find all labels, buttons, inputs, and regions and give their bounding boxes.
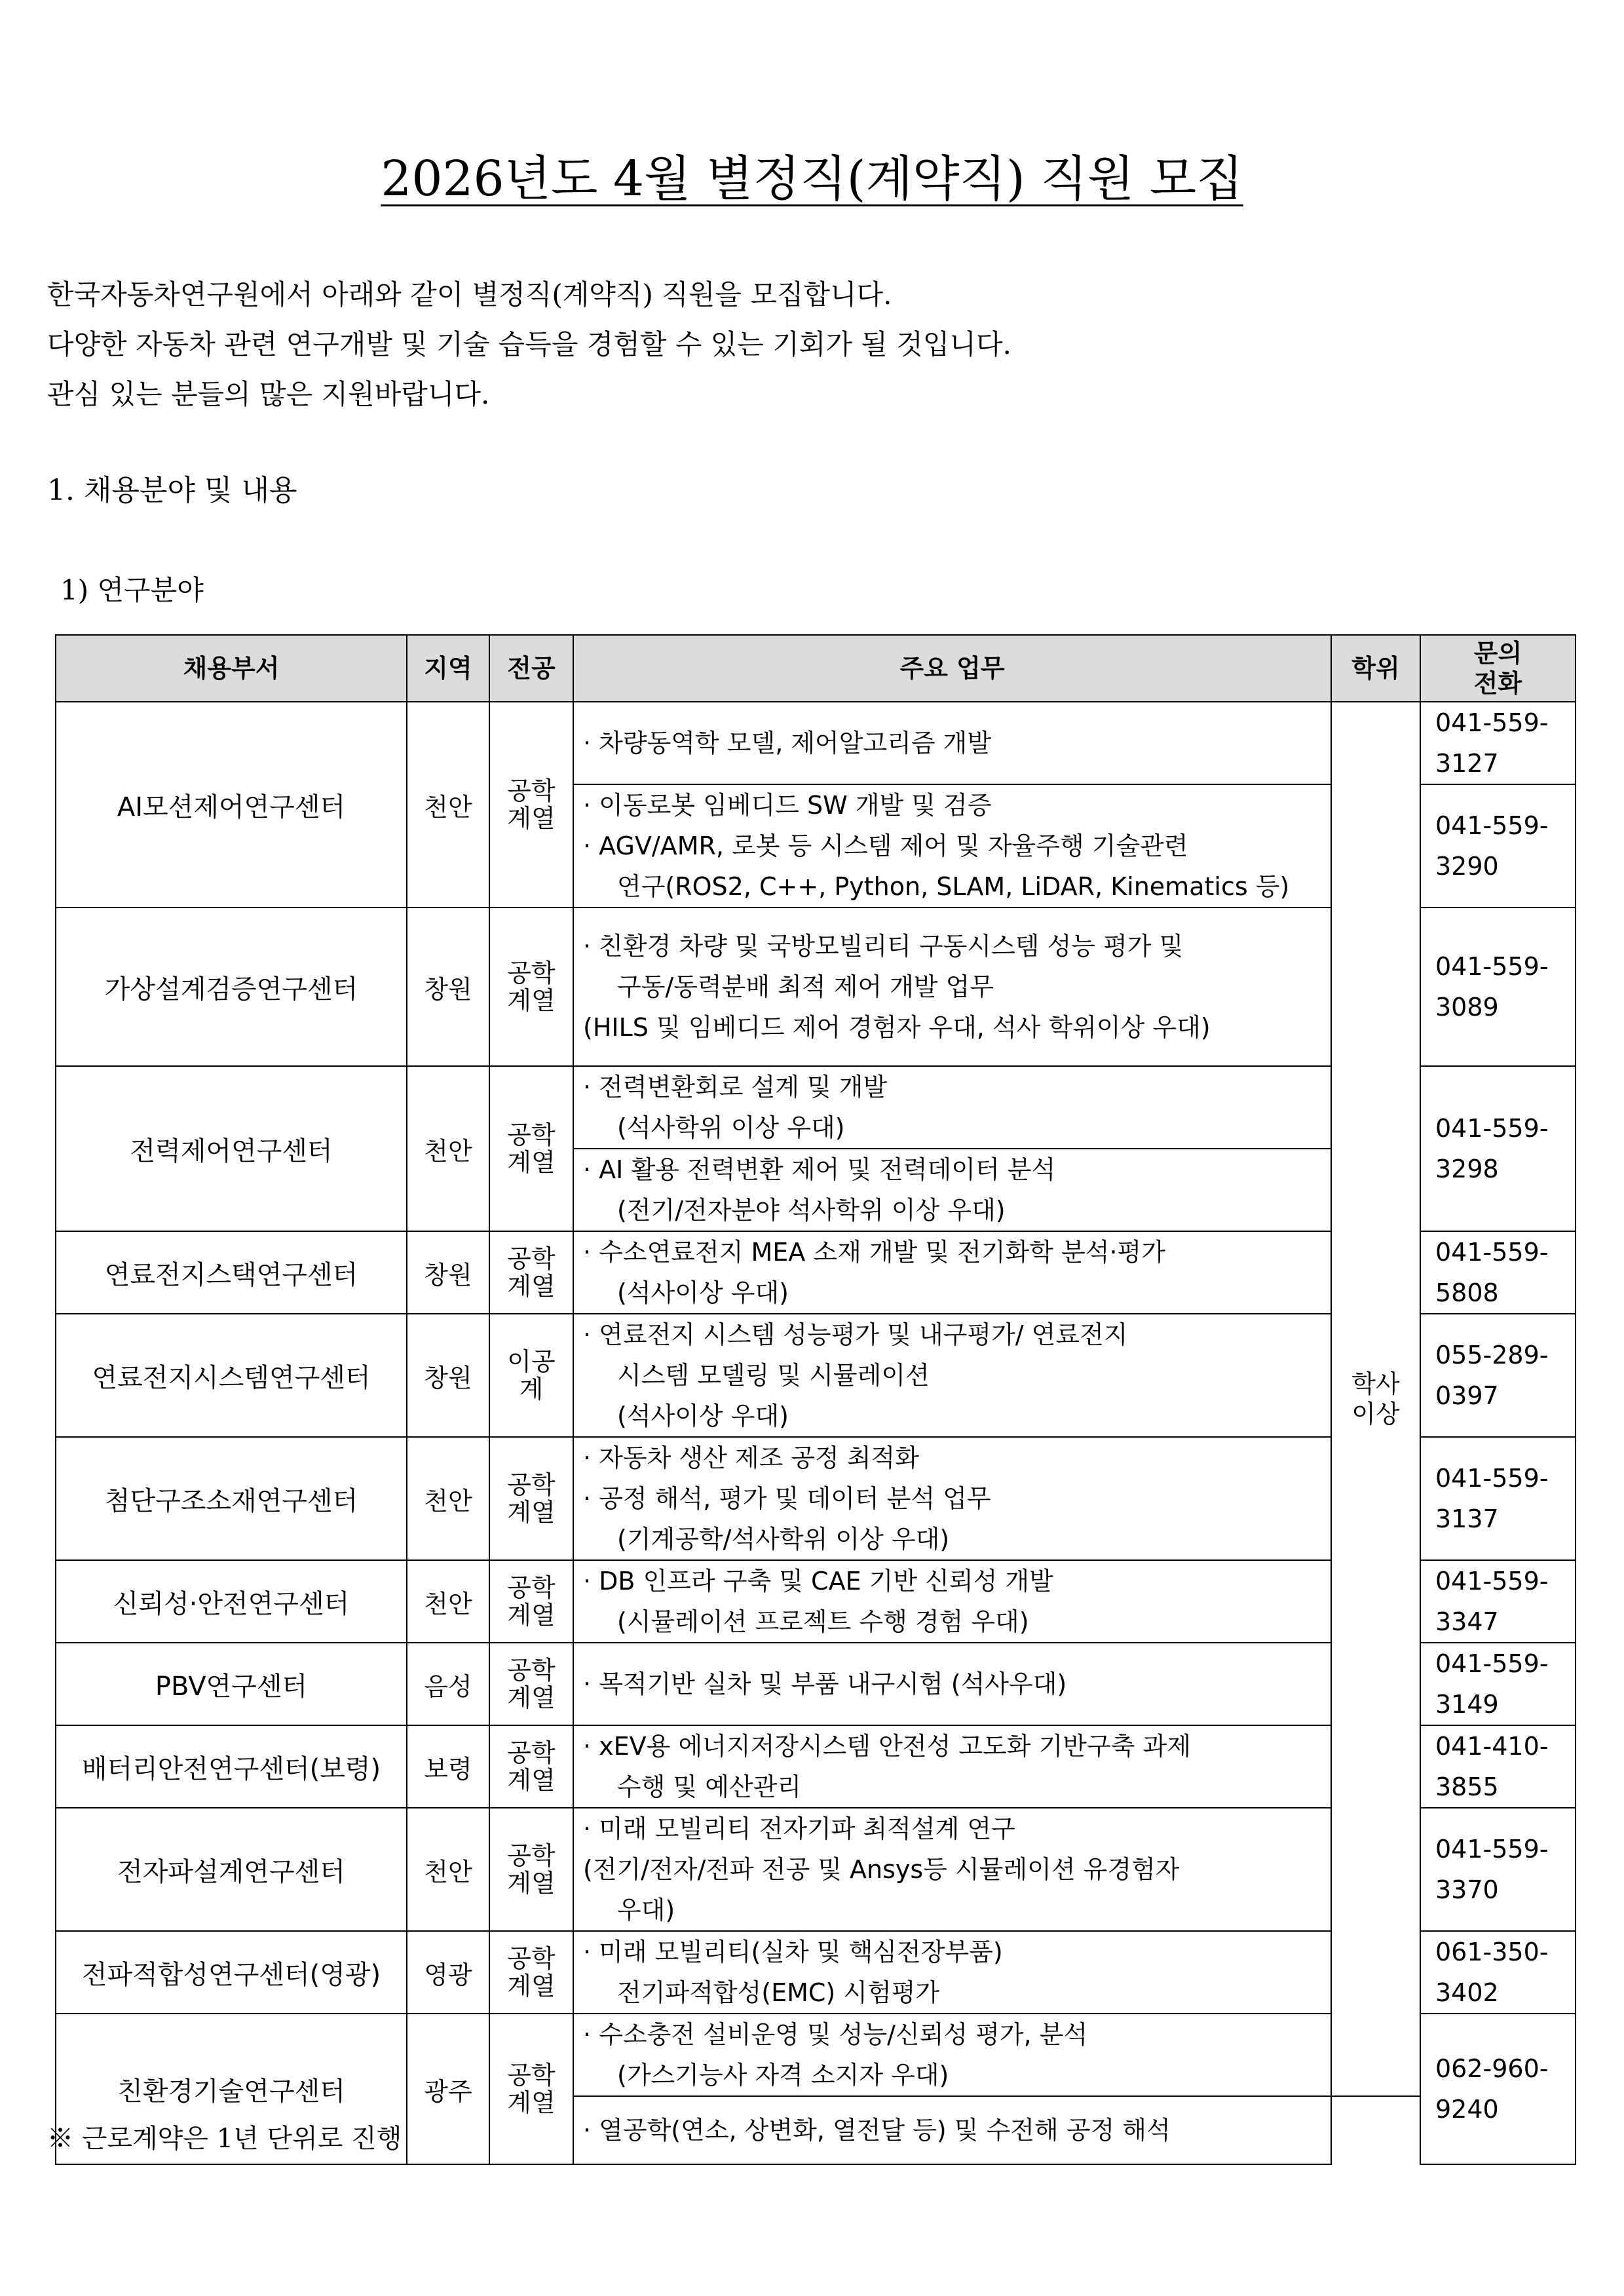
major-cell: 공학 계열 bbox=[489, 2014, 573, 2164]
major-cell: 공학 계열 bbox=[489, 1560, 573, 1643]
duty-cell: · 열공학(연소, 상변화, 열전달 등) 및 수전해 공정 해석 bbox=[573, 2096, 1331, 2164]
region-cell: 천안 bbox=[407, 1066, 489, 1231]
phone-cell: 041-559- 3137 bbox=[1420, 1437, 1576, 1560]
dept-cell: 친환경기술연구센터 bbox=[56, 2014, 407, 2164]
major-cell: 공학 계열 bbox=[489, 1231, 573, 1314]
region-cell: 천안 bbox=[407, 1560, 489, 1643]
table-header-row bbox=[56, 635, 1576, 702]
duty-cell: · 이동로봇 임베디드 SW 개발 및 검증 · AGV/AMR, 로봇 등 시스템 제어 및 자율주행 기술관련 연구(ROS2, C++, Python, SLAM, LiDAR, Kinematics 등) bbox=[573, 784, 1331, 908]
footnote: ※ 근로계약은 1년 단위로 진행 bbox=[47, 2124, 402, 2154]
major-cell: 공학 계열 bbox=[489, 908, 573, 1066]
dept-cell: 연료전지시스템연구센터 bbox=[56, 1314, 407, 1437]
duty-cell: · 목적기반 실차 및 부품 내구시험 (석사우대) bbox=[573, 1643, 1331, 1725]
dept-cell: 전력제어연구센터 bbox=[56, 1066, 407, 1231]
major-cell: 공학 계열 bbox=[489, 1066, 573, 1231]
major-cell: 공학 계열 bbox=[489, 1437, 573, 1560]
recruitment-table bbox=[55, 634, 1576, 2165]
dept-cell: AI모션제어연구센터 bbox=[56, 702, 407, 908]
duty-cell: · 수소연료전지 MEA 소재 개발 및 전기화학 분석·평가 (석사이상 우대) bbox=[573, 1231, 1331, 1314]
header-dept: 채용부서 bbox=[56, 635, 407, 702]
region-cell: 광주 bbox=[407, 2014, 489, 2164]
phone-cell: 041-559- 3370 bbox=[1420, 1808, 1576, 1931]
duty-cell: · DB 인프라 구축 및 CAE 기반 신뢰성 개발 (시뮬레이션 프로젝트 수행 경험 우대) bbox=[573, 1560, 1331, 1643]
region-cell: 천안 bbox=[407, 1437, 489, 1560]
dept-cell: 전자파설계연구센터 bbox=[56, 1808, 407, 1931]
degree-cell: 학사 이상 bbox=[1331, 702, 1420, 2096]
intro-line: 다양한 자동차 관련 연구개발 및 기술 습득을 경험할 수 있는 기회가 될 것입니다. bbox=[47, 328, 1011, 360]
duty-cell: · xEV용 에너지저장시스템 안전성 고도화 기반구축 과제 수행 및 예산관리 bbox=[573, 1725, 1331, 1808]
phone-cell: 041-559- 5808 bbox=[1420, 1231, 1576, 1314]
dept-cell: 전파적합성연구센터(영광) bbox=[56, 1931, 407, 2014]
phone-cell: 041-559- 3149 bbox=[1420, 1643, 1576, 1725]
region-cell: 창원 bbox=[407, 1231, 489, 1314]
intro-line: 한국자동차연구원에서 아래와 같이 별정직(계약직) 직원을 모집합니다. bbox=[47, 278, 892, 311]
phone-cell: 041-559- 3347 bbox=[1420, 1560, 1576, 1643]
dept-cell: 배터리안전연구센터(보령) bbox=[56, 1725, 407, 1808]
duty-cell: · AI 활용 전력변환 제어 및 전력데이터 분석 (전기/전자분야 석사학위 이상 우대) bbox=[573, 1149, 1331, 1231]
region-cell: 천안 bbox=[407, 1808, 489, 1931]
dept-cell: 연료전지스택연구센터 bbox=[56, 1231, 407, 1314]
duty-cell: · 연료전지 시스템 성능평가 및 내구평가/ 연료전지 시스템 모델링 및 시뮬레이션 (석사이상 우대) bbox=[573, 1314, 1331, 1437]
header-duty: 주요 업무 bbox=[573, 635, 1331, 702]
section-heading: 1. 채용분야 및 내용 bbox=[47, 474, 297, 507]
duty-cell: · 미래 모빌리티(실차 및 핵심전장부품) 전기파적합성(EMC) 시험평가 bbox=[573, 1931, 1331, 2014]
dept-cell: 첨단구조소재연구센터 bbox=[56, 1437, 407, 1560]
region-cell: 영광 bbox=[407, 1931, 489, 2014]
dept-cell: 신뢰성·안전연구센터 bbox=[56, 1560, 407, 1643]
header-region: 지역 bbox=[407, 635, 489, 702]
major-cell: 공학 계열 bbox=[489, 702, 573, 908]
header-degree: 학위 bbox=[1331, 635, 1420, 702]
duty-cell: · 미래 모빌리티 전자기파 최적설계 연구 (전기/전자/전파 전공 및 Ansys등 시뮬레이션 유경험자 우대) bbox=[573, 1808, 1331, 1931]
duty-cell: · 수소충전 설비운영 및 성능/신뢰성 평가, 분석 (가스기능사 자격 소지자 우대) bbox=[573, 2014, 1331, 2096]
phone-cell: 041-559- 3089 bbox=[1420, 908, 1576, 1066]
phone-cell: 061-350- 3402 bbox=[1420, 1931, 1576, 2014]
duty-cell: · 차량동역학 모델, 제어알고리즘 개발 bbox=[573, 702, 1331, 784]
phone-cell: 041-559- 3127 bbox=[1420, 702, 1576, 784]
major-cell: 이공 계 bbox=[489, 1314, 573, 1437]
header-major: 전공 bbox=[489, 635, 573, 702]
duty-cell: · 전력변환회로 설계 및 개발 (석사학위 이상 우대) bbox=[573, 1066, 1331, 1149]
phone-cell: 062-960- 9240 bbox=[1420, 2014, 1576, 2164]
major-cell: 공학 계열 bbox=[489, 1808, 573, 1931]
page-title: 2026년도 4월 별정직(계약직) 직원 모집 bbox=[381, 151, 1243, 207]
major-cell: 공학 계열 bbox=[489, 1643, 573, 1725]
region-cell: 천안 bbox=[407, 702, 489, 908]
dept-cell: PBV연구센터 bbox=[56, 1643, 407, 1725]
phone-cell: 055-289- 0397 bbox=[1420, 1314, 1576, 1437]
duty-cell: · 친환경 차량 및 국방모빌리티 구동시스템 성능 평가 및 구동/동력분배 최적 제어 개발 업무 (HILS 및 임베디드 제어 경험자 우대, 석사 학위이상 우대) bbox=[573, 908, 1331, 1066]
region-cell: 창원 bbox=[407, 908, 489, 1066]
region-cell: 음성 bbox=[407, 1643, 489, 1725]
duty-cell: · 자동차 생산 제조 공정 최적화 · 공정 해석, 평가 및 데이터 분석 업무 (기계공학/석사학위 이상 우대) bbox=[573, 1437, 1331, 1560]
phone-cell: 041-559- 3290 bbox=[1420, 784, 1576, 908]
subsection-heading: 1) 연구분야 bbox=[60, 574, 204, 606]
header-contact: 문의 전화 bbox=[1420, 635, 1576, 702]
major-cell: 공학 계열 bbox=[489, 1725, 573, 1808]
intro-paragraph bbox=[47, 270, 1011, 419]
phone-cell: 041-559- 3298 bbox=[1420, 1066, 1576, 1231]
intro-line: 관심 있는 분들의 많은 지원바랍니다. bbox=[47, 378, 490, 410]
table-row bbox=[56, 702, 1576, 784]
region-cell: 창원 bbox=[407, 1314, 489, 1437]
phone-cell: 041-410- 3855 bbox=[1420, 1725, 1576, 1808]
major-cell: 공학 계열 bbox=[489, 1931, 573, 2014]
dept-cell: 가상설계검증연구센터 bbox=[56, 908, 407, 1066]
region-cell: 보령 bbox=[407, 1725, 489, 1808]
